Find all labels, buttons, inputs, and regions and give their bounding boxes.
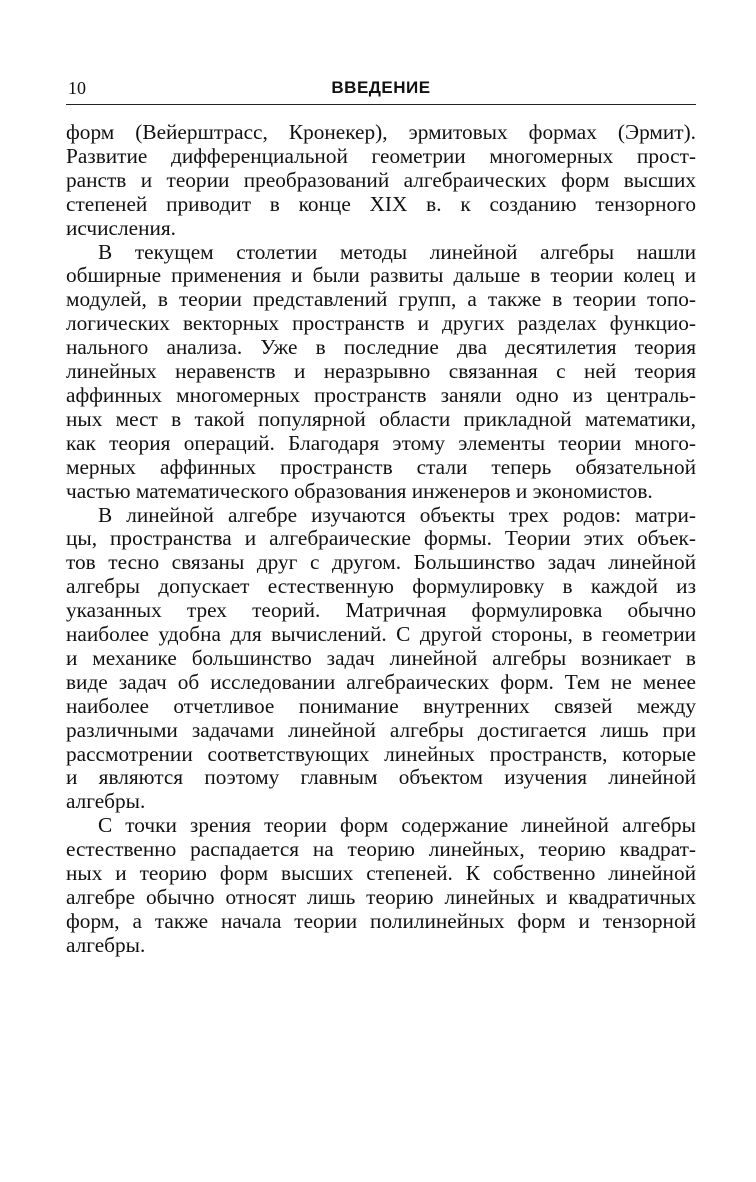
text-line: ных и теорию форм высших степеней. К собственно линейной (66, 861, 696, 886)
text-line: наиболее отчетливое понимание внутренних связей между (66, 693, 696, 718)
text-line: мерных аффинных пространств стали теперь обязательной (66, 454, 696, 479)
running-head (66, 78, 696, 102)
text-line: естественно распадается на теорию линейных, теорию квадрат- (66, 837, 696, 862)
paragraph (66, 504, 696, 815)
book-page (66, 78, 696, 958)
text-line: частью математического образования инженеров и экономистов. (66, 478, 653, 503)
text-line: линейных неравенств и неразрывно связанная с ней теория (66, 359, 696, 384)
text-line: тов тесно связаны друг с другом. Большинство задач линейной (66, 550, 696, 575)
page-number: 10 (68, 78, 86, 98)
text-line: и механике большинство задач линейной алгебры возникает в (66, 645, 696, 670)
text-line: ранств и теории преобразований алгебраических форм высших (66, 167, 696, 192)
text-line: рассмотрении соответствующих линейных пространств, которые (66, 741, 696, 766)
text-line: нального анализа. Уже в последние два десятилетия теория (66, 335, 696, 360)
text-line: и являются поэтому главным объектом изучения линейной (66, 765, 696, 790)
text-line: виде задач об исследовании алгебраических форм. Тем не менее (66, 669, 696, 694)
text-line: исчисления. (66, 215, 176, 240)
text-line: обширные применения и были развиты дальше в теории колец и (66, 263, 696, 288)
text-line: В линейной алгебре изучаются объекты трех родов: матри- (98, 502, 696, 527)
text-line: модулей, в теории представлений групп, а также в теории топо- (66, 287, 696, 312)
text-line: ных мест в такой популярной области прикладной математики, (66, 406, 696, 431)
chapter-title: ВВЕДЕНИЕ (331, 78, 431, 97)
text-line: В текущем столетии методы линейной алгебры нашли (98, 239, 696, 264)
text-line: форм, а также начала теории полилинейных форм и тензорной (66, 908, 696, 933)
text-line: алгебры. (66, 789, 146, 814)
text-line: алгебры. (66, 932, 146, 957)
paragraph (66, 814, 696, 957)
text-line: форм (Вейерштрасс, Кронекер), эрмитовых формах (Эрмит). (66, 120, 696, 144)
text-line: алгебры допускает естественную формулировку в каждой из (66, 574, 696, 599)
paragraph (66, 121, 696, 241)
paragraph (66, 241, 696, 504)
text-line: различными задачами линейной алгебры достигается лишь при (66, 717, 696, 742)
body-text (66, 121, 696, 958)
text-line: аффинных многомерных пространств заняли одно из централь- (66, 382, 696, 407)
text-line: алгебре обычно относят лишь теорию линейных и квадратичных (66, 885, 696, 909)
text-line: Развитие дифференциальной геометрии многомерных прост- (66, 143, 696, 168)
header-rule (66, 104, 696, 105)
text-line: наиболее удобна для вычислений. С другой стороны, в геометрии (66, 622, 696, 647)
text-line: логических векторных пространств и других разделах функцио- (66, 311, 696, 336)
text-line: степеней приводит в конце XIX в. к созданию тензорного (66, 191, 696, 216)
text-line: С точки зрения теории форм содержание линейной алгебры (98, 813, 696, 838)
text-line: как теория операций. Благодаря этому элементы теории много- (66, 430, 696, 455)
text-line: цы, пространства и алгебраические формы. Теории этих объек- (66, 526, 696, 551)
text-line: указанных трех теорий. Матричная формулировка обычно (66, 598, 696, 623)
